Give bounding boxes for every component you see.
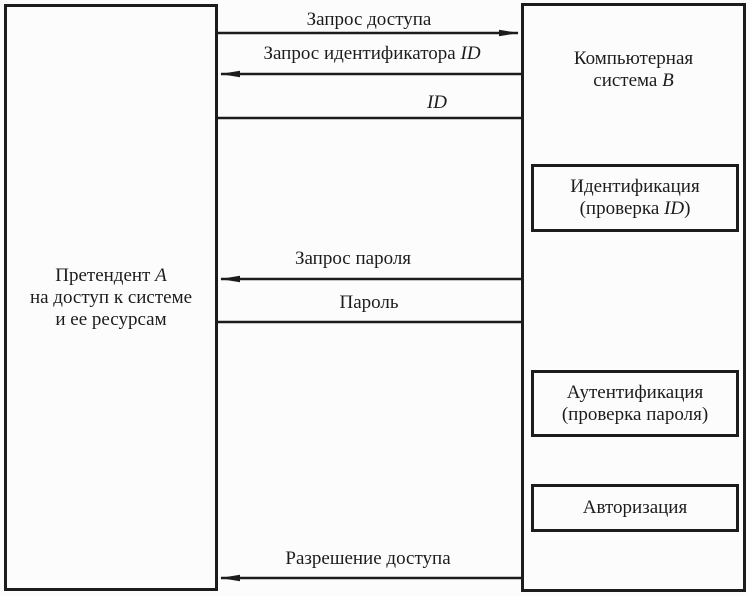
authentication-label-line2: (проверка пароля) — [561, 403, 709, 425]
identification-label-line1: Идентификация — [570, 176, 700, 197]
id-transfer-label — [427, 93, 447, 113]
authentication-label-line1: Аутентификация — [566, 381, 704, 403]
identification-id-italic: ID — [664, 198, 685, 219]
claimant-box — [4, 4, 218, 591]
password-transfer-label: Пароль — [339, 292, 399, 313]
id-request-id-italic: ID — [460, 43, 481, 64]
claimant-name-italic: A — [155, 264, 167, 286]
claimant-label-line3: и ее ресурсам — [55, 308, 167, 330]
system-label-line1: Компьютерная — [573, 48, 694, 69]
access-grant-label: Разрешение доступа — [285, 548, 451, 569]
claimant-label-line2: на доступ к системе — [29, 286, 193, 308]
id-request-label: Запрос идентификатора ID — [263, 43, 481, 64]
id-transfer-id-italic: ID — [426, 92, 448, 113]
authentication-box — [531, 370, 739, 437]
authorization-box — [531, 484, 739, 532]
claimant-label-line1: Претендент A — [55, 264, 167, 286]
password-request-label: Запрос пароля — [294, 248, 412, 269]
system-name-italic: B — [662, 70, 674, 91]
claimant-box-label — [30, 265, 192, 331]
system-label-line2: система B — [593, 70, 674, 91]
access-request-label: Запрос доступа — [306, 9, 432, 30]
authorization-label: Авторизация — [582, 497, 688, 518]
identification-box — [531, 164, 739, 232]
system-box-label — [524, 48, 743, 92]
identification-label-line2: (проверка ID) — [579, 198, 691, 219]
